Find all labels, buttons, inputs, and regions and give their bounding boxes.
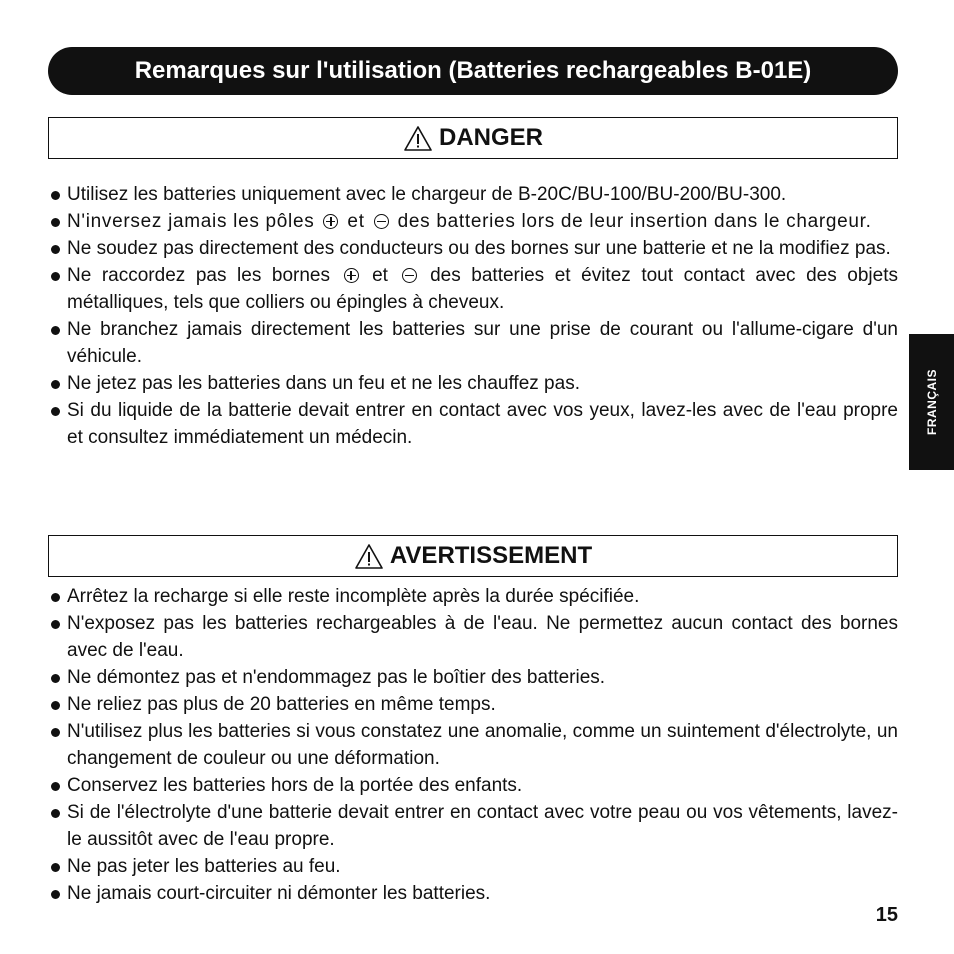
warning-item: N'utilisez plus les batteries si vous constatez une anomalie, comme un suintement d'électrolyte, un changement de couleur ou une déformation. [48,718,898,772]
bullet-icon [51,701,60,710]
language-side-tab [909,334,954,470]
bullet-icon [51,890,60,899]
page-number: 15 [875,904,898,926]
danger-item: Si du liquide de la batterie devait entrer en contact avec vos yeux, lavez-les avec de l'eau propre et consultez immédiatement un médecin. [48,397,898,451]
warning-triangle-icon [403,125,433,152]
danger-item: Ne jetez pas les batteries dans un feu et ne les chauffez pas. [48,370,898,397]
plus-terminal-icon [344,268,359,283]
bullet-icon [51,272,60,281]
warning-item: Conservez les batteries hors de la portée des enfants. [48,772,898,799]
bullet-icon [51,674,60,683]
bullet-icon [51,809,60,818]
danger-item: Utilisez les batteries uniquement avec le chargeur de B-20C/BU-100/BU-200/BU-300. [48,181,898,208]
danger-item: Ne soudez pas directement des conducteurs ou des bornes sur une batterie et ne la modifiez pas. [48,235,898,262]
danger-item: Ne branchez jamais directement les batteries sur une prise de courant ou l'allume-cigare d'un véhicule. [48,316,898,370]
warning-heading: AVERTISSEMENT [389,542,593,569]
plus-terminal-icon [323,214,338,229]
warning-list [48,583,898,907]
bullet-icon [51,191,60,200]
bullet-icon [51,245,60,254]
warning-triangle-icon [354,543,384,570]
warning-item: Si de l'électrolyte d'une batterie devait entrer en contact avec votre peau ou vos vêtements, lavez-le aussitôt avec de l'eau propre. [48,799,898,853]
page-title: Remarques sur l'utilisation (Batteries rechargeables B-01E) [48,47,898,95]
minus-terminal-icon [402,268,417,283]
warning-item: Ne démontez pas et n'endommagez pas le boîtier des batteries. [48,664,898,691]
language-label: FRANÇAIS [924,369,939,435]
warning-item: Arrêtez la recharge si elle reste incomplète après la durée spécifiée. [48,583,898,610]
danger-header [48,117,898,159]
danger-list [48,181,898,451]
warning-item: Ne reliez pas plus de 20 batteries en même temps. [48,691,898,718]
bullet-icon [51,593,60,602]
danger-item: Ne raccordez pas les bornes et des batteries et évitez tout contact avec des objets métalliques, tels que colliers ou épingles à cheveux. [48,262,898,316]
warning-header [48,535,898,577]
bullet-icon [51,863,60,872]
bullet-icon [51,407,60,416]
bullet-icon [51,620,60,629]
bullet-icon [51,326,60,335]
warning-item: Ne jamais court-circuiter ni démonter les batteries. [48,880,898,907]
danger-item: N'inversez jamais les pôles et des batteries lors de leur insertion dans le chargeur. [48,208,898,235]
bullet-icon [51,218,60,227]
bullet-icon [51,782,60,791]
bullet-icon [51,380,60,389]
danger-heading: DANGER [438,124,543,151]
warning-item: Ne pas jeter les batteries au feu. [48,853,898,880]
warning-item: N'exposez pas les batteries rechargeables à de l'eau. Ne permettez aucun contact des bornes avec de l'eau. [48,610,898,664]
bullet-icon [51,728,60,737]
minus-terminal-icon [374,214,389,229]
